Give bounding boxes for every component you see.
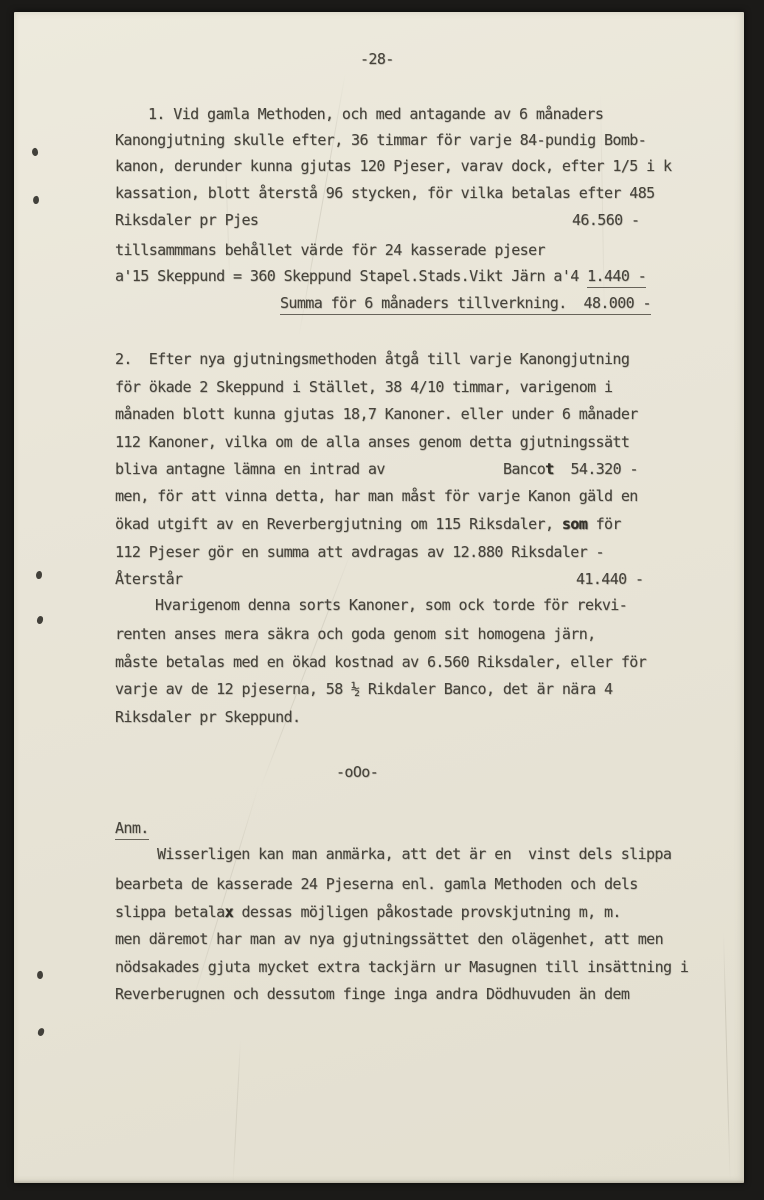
text-segment: dessas möjligen påkostade provskjutning m, m.: [233, 903, 621, 921]
text-segment: som: [561, 515, 588, 533]
text-segment: t: [545, 460, 554, 478]
text-line: [115, 570, 182, 589]
text-line: [115, 378, 612, 397]
document-page: [14, 12, 744, 1183]
text-line: [148, 105, 603, 124]
text-segment: för: [587, 515, 621, 533]
text-segment: nödsakades gjuta mycket extra tackjärn ur Masugnen till insättning i: [115, 958, 689, 976]
punch-hole-mark: [37, 1028, 44, 1037]
punch-hole-mark: [31, 147, 39, 156]
text-segment: Riksdaler pr Skeppund.: [115, 708, 301, 726]
text-segment: Riksdaler pr Pjes: [115, 211, 259, 229]
text-segment: bearbeta de kasserade 24 Pjeserna enl. gamla Methoden och dels: [115, 875, 638, 893]
anm-heading: [115, 819, 149, 838]
text-line: [115, 211, 258, 230]
text-segment: 46.560 -: [572, 211, 640, 229]
text-segment: bliva antagne lämna en intrad av: [115, 460, 385, 478]
text-line: [115, 487, 638, 506]
text-segment: tillsammmans behållet värde för 24 kasserade pjeser: [115, 241, 545, 259]
text-line: [115, 680, 612, 699]
amount-value: [576, 570, 643, 589]
paper-crease: [723, 932, 731, 1182]
text-line: [115, 903, 621, 922]
text-segment: 41.440 -: [576, 570, 644, 588]
text-segment: 54.320 -: [553, 460, 638, 478]
paper-crease: [232, 1040, 241, 1185]
text-segment: renten anses mera säkra och goda genom sit homogena järn,: [115, 625, 596, 643]
section-divider: [336, 763, 378, 782]
text-segment: månaden blott kunna gjutas 18,7 Kanoner. eller under 6 månader: [115, 405, 638, 423]
text-line: [115, 875, 638, 894]
text-line: [115, 515, 621, 534]
text-line: [155, 596, 627, 615]
text-segment: Hvarigenom denna sorts Kanoner, som ock torde för rekvi-: [155, 596, 628, 614]
punch-hole-mark: [36, 971, 43, 980]
text-segment: Wisserligen kan man anmärka, att det är en vinst dels slippa: [157, 845, 672, 863]
text-segment: 2. Efter nya gjutningsmethoden åtgå till varje Kanongjutning: [115, 350, 630, 368]
text-line: [115, 184, 655, 203]
punch-hole-mark: [36, 571, 42, 579]
text-segment: kassation, blott återstå 96 stycken, för vilka betalas efter 485: [115, 184, 655, 202]
punch-hole-mark: [37, 616, 44, 625]
text-line: [115, 405, 638, 424]
text-line: [115, 625, 596, 644]
text-line: [115, 433, 629, 452]
text-segment: a'15 Skeppund = 360 Skeppund Stapel.Stads.Vikt Järn a'4: [115, 267, 588, 285]
text-segment: Återstår: [115, 570, 183, 588]
text-segment: kanon, derunder kunna gjutas 120 Pjeser, varav dock, efter 1/5 i k: [115, 157, 672, 175]
text-line: [115, 708, 300, 727]
text-segment: 112 Pjeser gör en summa att avdragas av 12.880 Riksdaler -: [115, 543, 604, 561]
text-segment: 1.440 -: [587, 267, 646, 288]
text-segment: 112 Kanoner, vilka om de alla anses genom detta gjutningssätt: [115, 433, 630, 451]
text-segment: Kanongjutning skulle efter, 36 timmar för varje 84-pundig Bomb-: [115, 131, 647, 149]
summa-line: [280, 294, 651, 313]
text-segment: måste betalas med en ökad kostnad av 6.560 Riksdaler, eller för: [115, 653, 647, 671]
text-line: [115, 131, 646, 150]
text-segment: Anm.: [115, 819, 149, 840]
text-segment: Summa för 6 månaders tillverkning. 48.000 -: [280, 294, 651, 315]
text-segment: Banco: [503, 460, 546, 478]
text-line: [115, 930, 663, 949]
text-segment: -28-: [360, 50, 394, 68]
text-segment: för ökade 2 Skeppund i Stället, 38 4/10 timmar, varigenom i: [115, 378, 613, 396]
text-segment: men, för att vinna detta, har man måst för varje Kanon gäld en: [115, 487, 638, 505]
text-line: [115, 543, 604, 562]
text-segment: -oOo-: [336, 763, 379, 781]
text-segment: slippa betala: [115, 903, 225, 921]
text-segment: 1. Vid gamla Methoden, och med antagande av 6 månaders: [148, 105, 604, 123]
text-segment: ökad utgift av en Reverbergjutning om 115 Riksdaler,: [115, 515, 562, 533]
text-line: [115, 267, 646, 286]
text-line: [115, 653, 646, 672]
punch-hole-mark: [33, 196, 40, 205]
text-segment: men däremot har man av nya gjutningssättet den olägenhet, att men: [115, 930, 664, 948]
page-number: [360, 50, 394, 69]
text-segment: varje av de 12 pjeserna, 58 ½ Rikdaler Banco, det är nära 4: [115, 680, 613, 698]
text-line: [115, 460, 385, 479]
text-segment: x: [224, 903, 234, 921]
text-line: [115, 241, 545, 260]
amount-value: [572, 211, 639, 230]
text-line: [115, 350, 629, 369]
text-line: [115, 157, 671, 176]
amount-value: [503, 460, 638, 479]
text-segment: Reverberugnen och dessutom finge inga andra Dödhuvuden än dem: [115, 985, 630, 1003]
